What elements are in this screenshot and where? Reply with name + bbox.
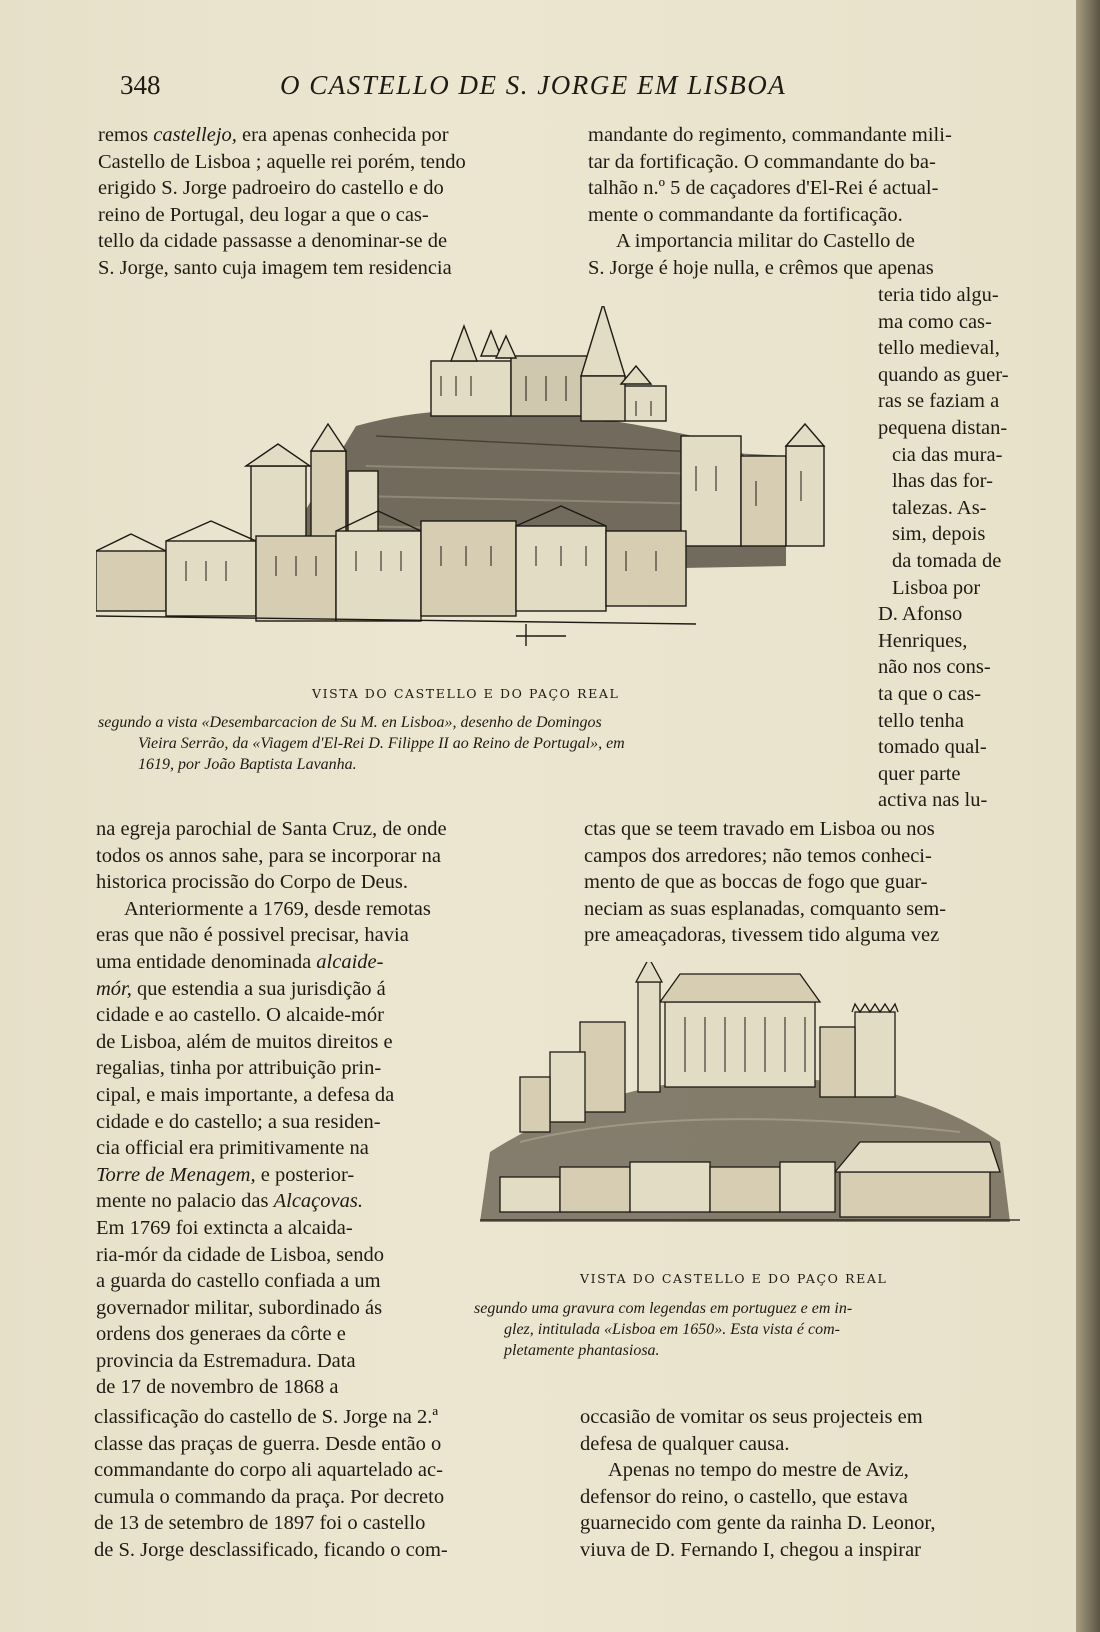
text-line: tello medieval, [878, 337, 1000, 360]
text-line: reino de Portugal, deu logar a que o cas- [98, 203, 429, 226]
caption-line: pletamente phantasiosa. [504, 1342, 660, 1359]
text-line: quando as guer- [878, 363, 1009, 386]
text-line: cidade e ao castello. O alcaide-mór [96, 1004, 384, 1027]
text-line: mente no palacio das Alcaçovas. [96, 1190, 363, 1213]
column-left-top [98, 122, 546, 282]
text-line: de S. Jorge desclassificado, ficando o com- [94, 1538, 448, 1561]
text-line: Castello de Lisboa ; aquelle rei porém, tendo [98, 150, 466, 173]
text-line: tar da fortificação. O commandante do ba- [588, 150, 936, 173]
text-line: S. Jorge, santo cuja imagem tem residencia [98, 256, 452, 279]
text-line: talhão n.º 5 de caçadores d'El-Rei é actual- [588, 177, 939, 200]
text-line: remos castellejo, era apenas conhecida por [98, 124, 449, 146]
text-line: classificação do castello de S. Jorge na 2.ª [94, 1406, 438, 1428]
caption-line: segundo a vista «Desembarcacion de Su M. en Lisboa», desenho de Domingos [98, 714, 602, 731]
castle-view-illustration-1 [96, 306, 866, 666]
text-line: Torre de Menagem, e posterior- [96, 1163, 355, 1186]
text-line: guarnecido com gente da rainha D. Leonor, [580, 1512, 936, 1535]
text-line: commandante do corpo ali aquartelado ac- [94, 1459, 443, 1482]
text-line: todos os annos sahe, para se incorporar na [96, 844, 441, 867]
text-line: ria-mór da cidade de Lisboa, sendo [96, 1243, 385, 1266]
text-line: S. Jorge é hoje nulla, e crêmos que apenas [588, 256, 934, 279]
text-line: de 17 de novembro de 1868 a [96, 1376, 339, 1399]
text-line: ras se faziam a [878, 390, 1000, 413]
text-line: cumula o commando da praça. Por decreto [94, 1485, 445, 1508]
text-line: Anteriormente a 1769, desde remotas [124, 897, 431, 920]
text-line: uma entidade denominada alcaide- [96, 950, 384, 973]
text-line: a guarda do castello confiada a um [96, 1270, 381, 1293]
text-line: regalias, tinha por attribuição prin- [96, 1057, 382, 1080]
text-line: ta que o cas- [878, 682, 982, 705]
column-right-top [588, 122, 1038, 282]
castle-view-illustration-2 [480, 962, 1030, 1242]
text-line: Lisboa por [892, 576, 981, 599]
text-line: Apenas no tempo do mestre de Aviz, [608, 1459, 909, 1482]
text-line: na egreja parochial de Santa Cruz, de onde [96, 818, 447, 840]
text-line: tello tenha [878, 709, 964, 732]
text-line: mandante do regimento, commandante mili- [588, 124, 952, 146]
text-line: lhas das for- [892, 470, 993, 493]
caption-line: glez, intitulada «Lisboa em 1650». Esta vista é com- [504, 1321, 840, 1338]
text-line: A importancia militar do Castello de [616, 230, 915, 253]
column-right-middle [584, 816, 1038, 949]
caption-line: segundo uma gravura com legendas em portuguez e em in- [474, 1300, 853, 1317]
text-line: eras que não é possivel precisar, havia [96, 924, 409, 947]
text-line: activa nas lu- [878, 789, 988, 812]
text-line: cipal, e mais importante, a defesa da [96, 1083, 395, 1106]
text-line: de Lisboa, além de muitos direitos e [96, 1030, 393, 1053]
text-line: talezas. As- [892, 496, 987, 519]
text-line: governador militar, subordinado ás [96, 1296, 383, 1319]
text-line: historica procissão do Corpo de Deus. [96, 871, 408, 894]
text-line: viuva de D. Fernando I, chegou a inspirar [580, 1538, 921, 1561]
text-line: mento de que as boccas de fogo que guar- [584, 871, 928, 894]
text-line: defesa de qualquer causa. [580, 1432, 790, 1455]
text-line: ordens dos generaes da côrte e [96, 1323, 346, 1346]
text-line: pequena distan- [878, 416, 1008, 439]
column-right-bottom [580, 1404, 1036, 1564]
column-left-bottom [94, 1404, 544, 1564]
text-line: mente o commandante da fortificação. [588, 203, 903, 226]
caption-line: Vieira Serrão, da «Viagem d'El-Rei D. Filippe II ao Reino de Portugal», em [138, 735, 625, 752]
text-line: cidade e do castello; a sua residen- [96, 1110, 381, 1133]
text-line: provincia da Estremadura. Data [96, 1349, 356, 1372]
text-line: ma como cas- [878, 310, 992, 333]
text-line: não nos cons- [878, 656, 991, 679]
text-line: D. Afonso [878, 603, 963, 626]
text-line: tomado qual- [878, 736, 987, 759]
text-line: neciam as suas esplanadas, comquanto sem- [584, 897, 947, 920]
text-line: tello da cidade passasse a denominar-se de [98, 230, 448, 253]
text-line: defensor do reino, o castello, que estava [580, 1485, 908, 1508]
text-line: classe das praças de guerra. Desde então o [94, 1432, 442, 1455]
text-line: erigido S. Jorge padroeiro do castello e do [98, 177, 444, 200]
text-line: ctas que se teem travado em Lisboa ou nos [584, 818, 935, 840]
figure-2-caption [474, 1298, 1044, 1361]
text-line: sim, depois [892, 523, 986, 546]
text-line: da tomada de [892, 549, 1002, 572]
text-line: teria tido algu- [878, 284, 999, 306]
text-line: cia official era primitivamente na [96, 1137, 369, 1160]
figure-2-caption-title: VISTA DO CASTELLO E DO PAÇO REAL [580, 1271, 888, 1286]
figure-1-caption [98, 712, 878, 775]
caption-line: 1619, por João Baptista Lavanha. [138, 756, 357, 773]
page-number: 348 [120, 70, 161, 100]
book-spine-shadow [1076, 0, 1100, 1632]
text-line: cia das mura- [892, 443, 1003, 466]
text-line: Em 1769 foi extincta a alcaida- [96, 1216, 353, 1239]
text-line: pre ameaçadoras, tivessem tido alguma vez [584, 924, 940, 947]
text-line: occasião de vomitar os seus projecteis em [580, 1406, 923, 1428]
page-header [120, 66, 980, 110]
text-line: campos dos arredores; não temos conheci- [584, 844, 932, 867]
text-line: de 13 de setembro de 1897 foi o castello [94, 1512, 426, 1535]
column-right-narrow [878, 282, 1038, 814]
figure-1-caption-title: VISTA DO CASTELLO E DO PAÇO REAL [312, 686, 620, 701]
running-title: O CASTELLO DE S. JORGE EM LISBOA [280, 70, 787, 100]
text-line: mór, que estendia a sua jurisdição á [96, 977, 386, 1000]
text-line: quer parte [878, 762, 961, 785]
text-line: Henriques, [878, 629, 968, 652]
